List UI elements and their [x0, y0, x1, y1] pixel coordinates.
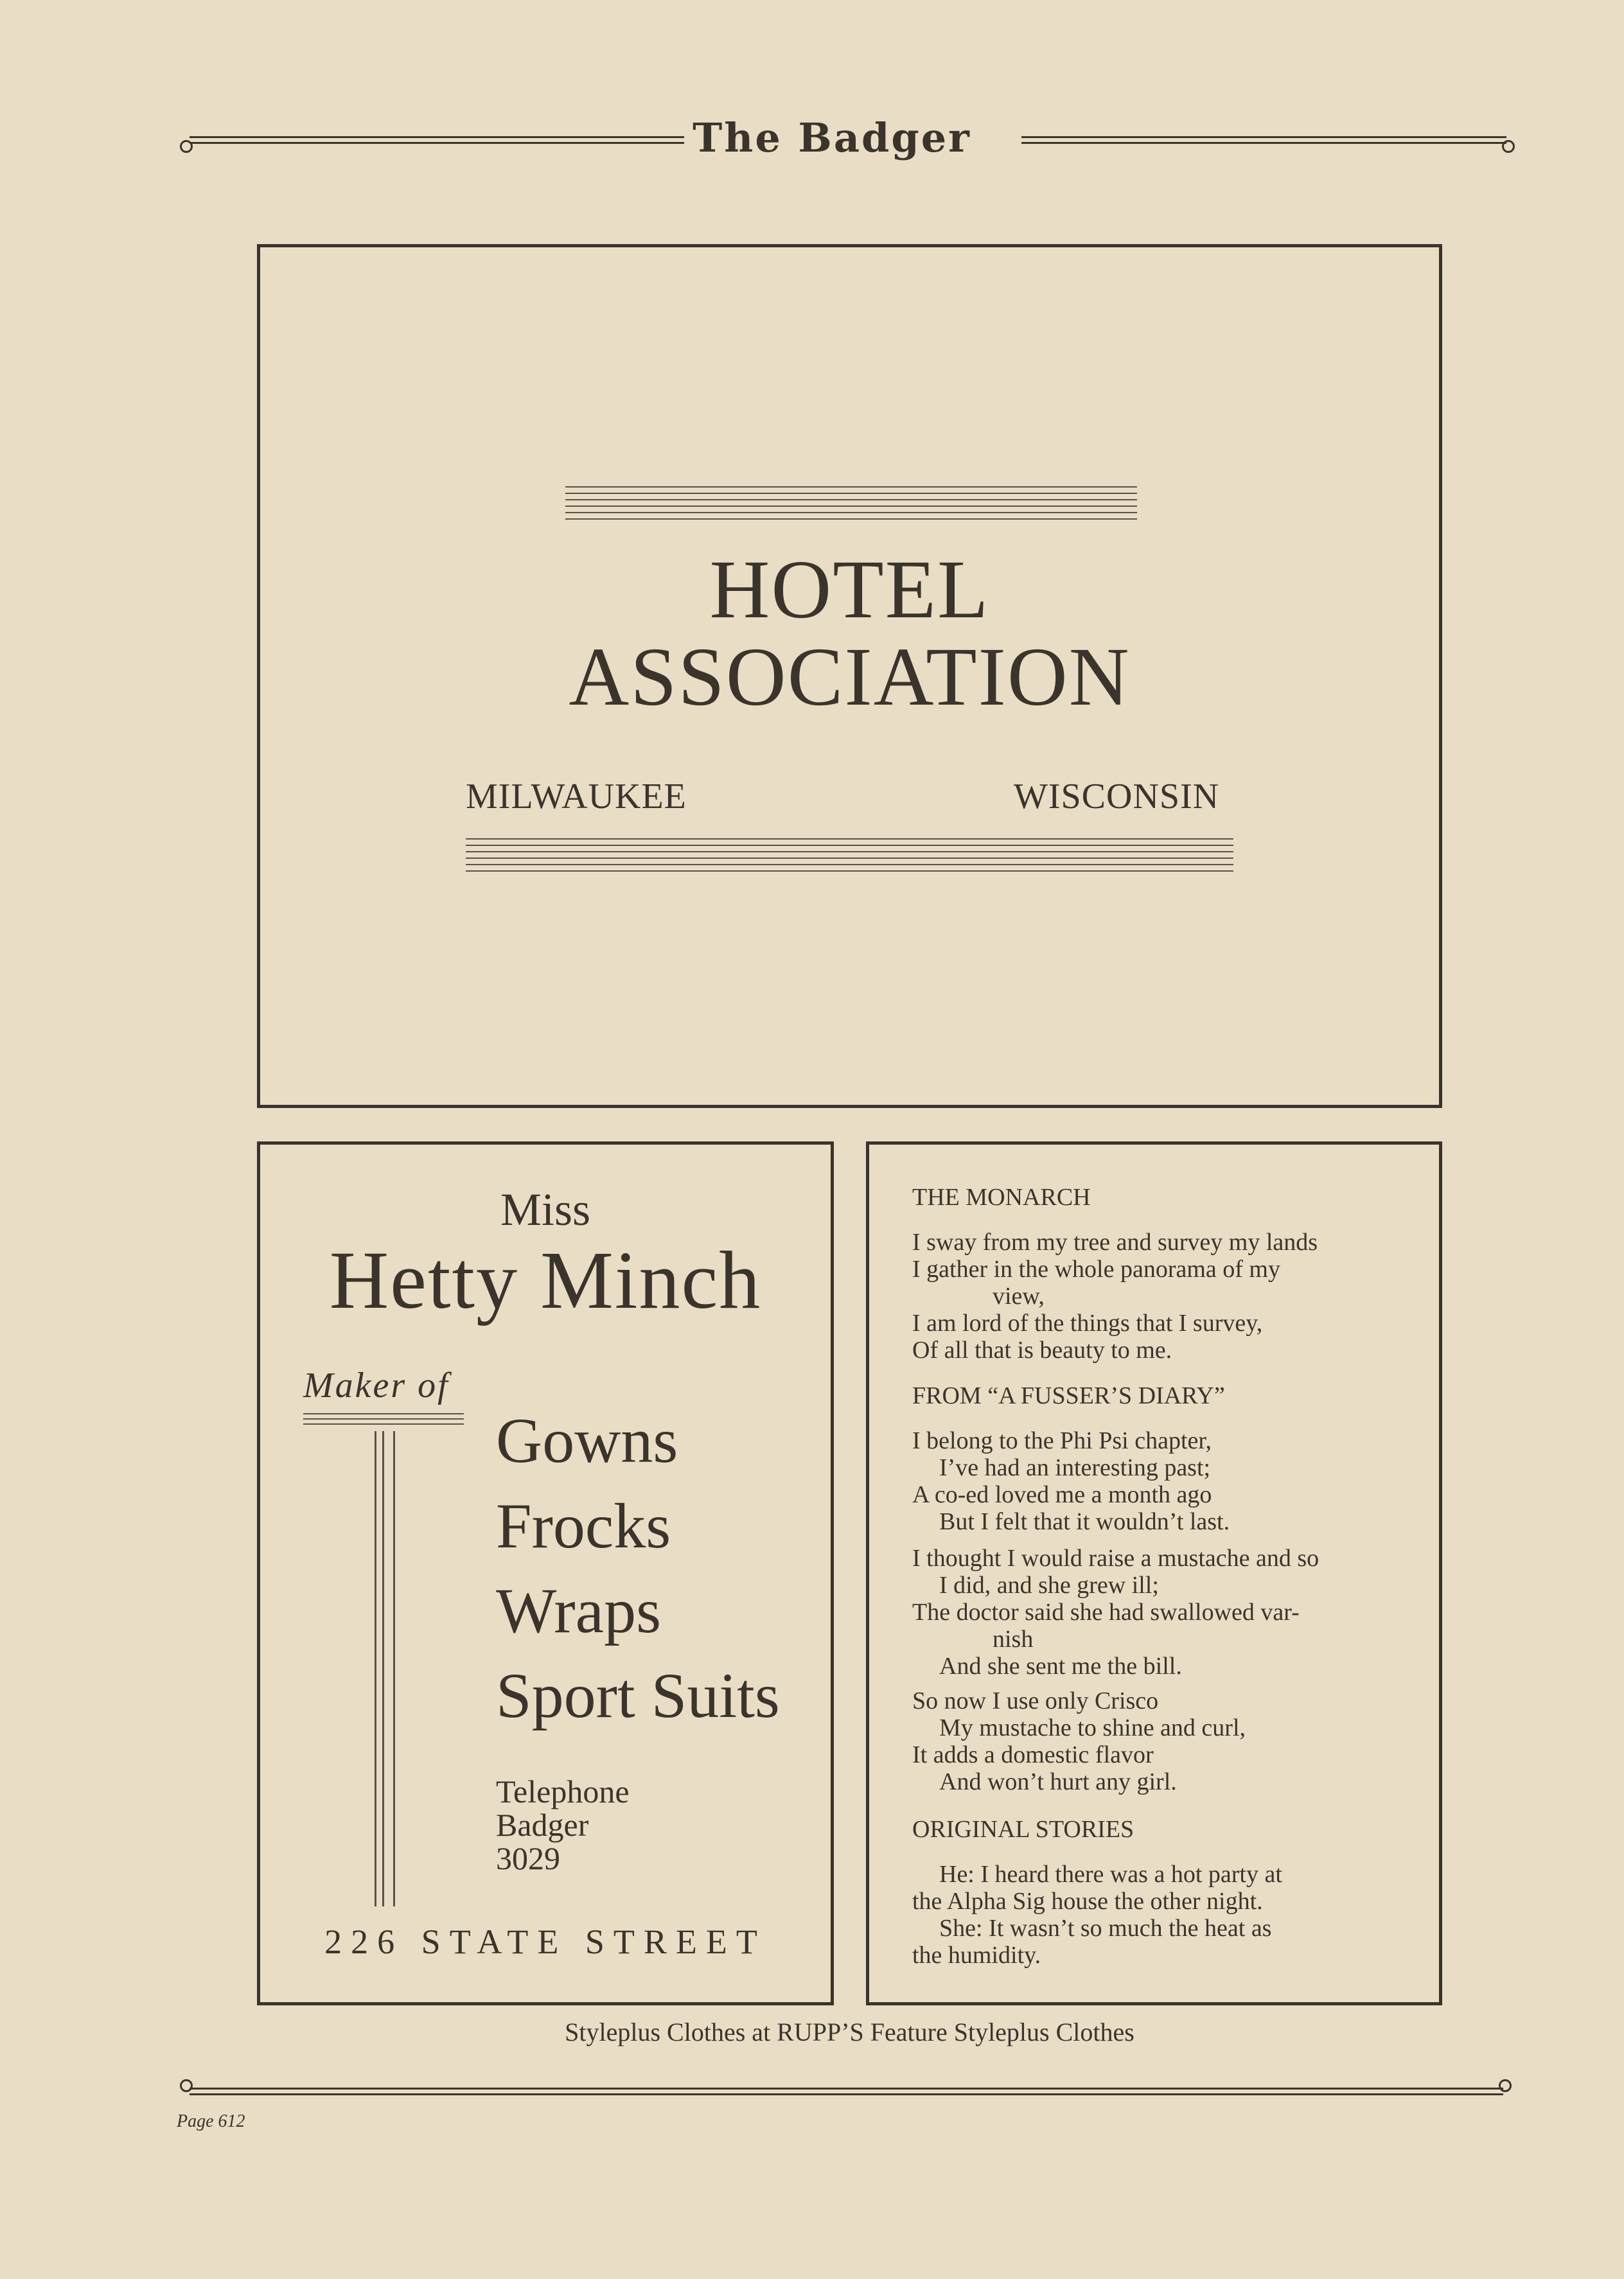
minch-phone-exchange: Badger [496, 1807, 589, 1843]
poem-line: A co-ed loved me a month ago [912, 1481, 1212, 1508]
footer-curl-left [180, 2079, 193, 2092]
minch-maker-of: Maker of [303, 1366, 450, 1405]
poem-stories [912, 1861, 1397, 1969]
footer-rule [190, 2088, 1503, 2090]
poem-line: Of all that is beauty to me. [912, 1337, 1172, 1364]
minch-vertical-bar [375, 1431, 395, 1906]
hotel-title-line2: ASSOCIATION [569, 631, 1131, 723]
header-rule-right [1021, 136, 1506, 138]
poem-line: I thought I would raise a mustache and so [912, 1545, 1320, 1572]
poem-diary-title: FROM “A FUSSER’S DIARY” [912, 1382, 1225, 1409]
poem-line: He: I heard there was a hot party at [939, 1861, 1282, 1888]
header-curl-right [1502, 140, 1515, 153]
hotel-state: WISCONSIN [1014, 777, 1220, 816]
footer-curl-right [1499, 2079, 1512, 2092]
page-header-title: The Badger [693, 114, 971, 161]
poem-line: My mustache to shine and curl, [939, 1714, 1246, 1741]
hotel-top-lines [565, 486, 1137, 525]
header-curl-left [180, 140, 193, 153]
minch-item-gowns: Gowns [496, 1405, 678, 1476]
minch-maker-rule [303, 1413, 464, 1430]
poem-line: I am lord of the things that I survey, [912, 1310, 1263, 1337]
minch-phone-number: 3029 [496, 1840, 560, 1876]
poem-line: view, [993, 1283, 1045, 1310]
poem-line: the humidity. [912, 1942, 1041, 1969]
minch-phone-label: Telephone [496, 1773, 630, 1809]
poem-line: And won’t hurt any girl. [939, 1768, 1177, 1795]
poem-line: She: It wasn’t so much the heat as [939, 1915, 1272, 1942]
footer-slogan: Styleplus Clothes at RUPP’S Feature Styleplus Clothes [565, 2018, 1134, 2046]
poem-line: And she sent me the bill. [939, 1653, 1182, 1680]
poem-line: I gather in the whole panorama of my [912, 1256, 1280, 1283]
poem-line: nish [993, 1626, 1034, 1653]
minch-name: Hetty Minch [329, 1235, 762, 1326]
poem-monarch-title: THE MONARCH [912, 1184, 1091, 1211]
poem-line: It adds a domestic flavor [912, 1741, 1154, 1768]
poem-diary-stanza-1 [912, 1427, 1397, 1535]
poem-line: So now I use only Crisco [912, 1687, 1159, 1714]
header-rule-left [190, 136, 684, 138]
poem-diary-stanza-2 [912, 1545, 1397, 1680]
poem-line: I belong to the Phi Psi chapter, [912, 1427, 1212, 1454]
minch-item-wraps: Wraps [496, 1575, 661, 1646]
poem-line: I’ve had an interesting past; [939, 1454, 1211, 1481]
poem-line: But I felt that it wouldn’t last. [939, 1508, 1230, 1535]
minch-address: 226 STATE STREET [324, 1923, 766, 1961]
minch-salutation: Miss [500, 1184, 591, 1235]
poem-monarch [912, 1229, 1397, 1364]
hotel-city: MILWAUKEE [466, 777, 687, 816]
poem-line: The doctor said she had swallowed var- [912, 1599, 1300, 1626]
poem-line: I did, and she grew ill; [939, 1572, 1159, 1599]
hotel-bottom-lines [466, 838, 1233, 877]
minch-item-sport-suits: Sport Suits [496, 1660, 780, 1731]
poem-diary-stanza-3 [912, 1687, 1397, 1795]
minch-item-frocks: Frocks [496, 1490, 671, 1562]
page-number: Page 612 [177, 2111, 245, 2131]
hotel-title-line1: HOTEL [709, 543, 990, 636]
poem-line: I sway from my tree and survey my lands [912, 1229, 1318, 1256]
poem-stories-title: ORIGINAL STORIES [912, 1816, 1134, 1843]
poem-line: the Alpha Sig house the other night. [912, 1888, 1263, 1915]
